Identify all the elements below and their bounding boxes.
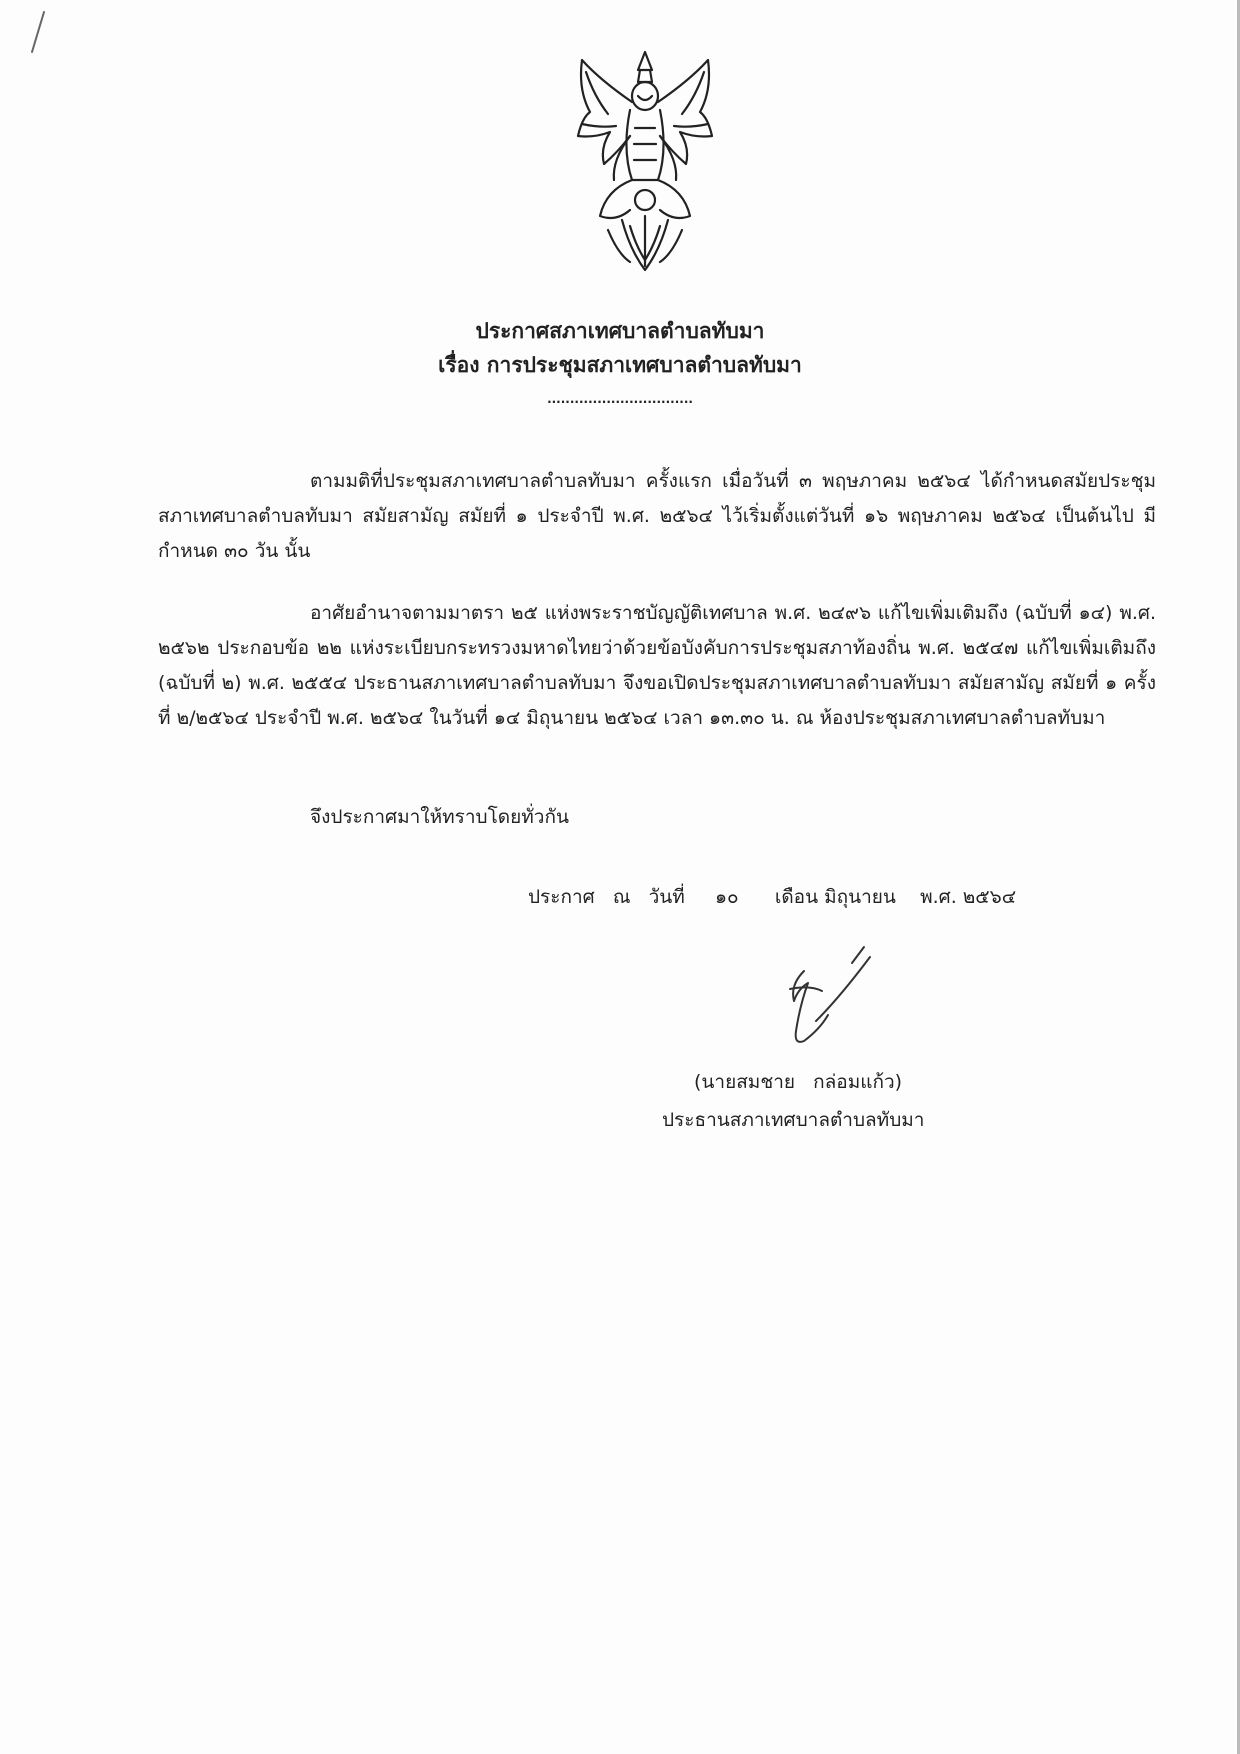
pen-stroke-mark bbox=[22, 8, 52, 58]
signer-name: (นายสมชาย กล่อมแก้ว) bbox=[694, 1071, 903, 1093]
announcement-date: ประกาศ ณ วันที่ ๑๐ เดือน มิถุนายน พ.ศ. ๒๕๖๔ bbox=[528, 886, 1017, 908]
paragraph-resolution: ตามมติที่ประชุมสภาเทศบาลตำบลทับมา ครั้งแรก เมื่อวันที่ ๓ พฤษภาคม ๒๕๖๔ ได้กำหนดสมัยประชุมสภาเทศบาลตำบลทับมา สมัยสามัญ สมัยที่ ๑ ประจำปี พ.ศ. ๒๕๖๔ ไว้เริ่มตั้งแต่วันที่ ๑๖ พฤษภาคม ๒๕๖๔ เป็นต้นไป มีกำหนด ๓๐ วัน นั้น bbox=[158, 470, 1156, 562]
dotted-divider: ................................ bbox=[547, 392, 693, 406]
paragraph-authority: อาศัยอำนาจตามมาตรา ๒๕ แห่งพระราชบัญญัติเทศบาล พ.ศ. ๒๔๙๖ แก้ไขเพิ่มเติมถึง (ฉบับที่ ๑๔) พ.ศ. ๒๕๖๒ ประกอบข้อ ๒๒ แห่งระเบียบกระทรวงมหาดไทยว่าด้วยข้อบังคับการประชุมสภาท้องถิ่น พ.ศ. ๒๕๔๗ แก้ไขเพิ่มเติมถึง (ฉบับที่ ๒) พ.ศ. ๒๕๕๔ ประธานสภาเทศบาลตำบลทับมา จึงขอเปิดประชุมสภาเทศบาลตำบลทับมา สมัยสามัญ สมัยที่ ๑ ครั้งที่ ๒/๒๕๖๔ ประจำปี พ.ศ. ๒๕๖๔ ในวันที่ ๑๔ มิถุนายน ๒๕๖๔ เวลา ๑๓.๓๐ น. ณ ห้องประชุมสภาเทศบาลตำบลทับมา bbox=[158, 602, 1156, 729]
handwritten-signature-icon bbox=[760, 945, 880, 1055]
announcement-subject: เรื่อง การประชุมสภาเทศบาลตำบลทับมา bbox=[438, 353, 802, 377]
garuda-emblem-icon bbox=[560, 40, 730, 280]
announcement-title: ประกาศสภาเทศบาลตำบลทับมา bbox=[475, 319, 765, 343]
signer-title: ประธานสภาเทศบาลตำบลทับมา bbox=[662, 1109, 925, 1131]
paragraph-closing: จึงประกาศมาให้ทราบโดยทั่วกัน bbox=[310, 806, 569, 828]
